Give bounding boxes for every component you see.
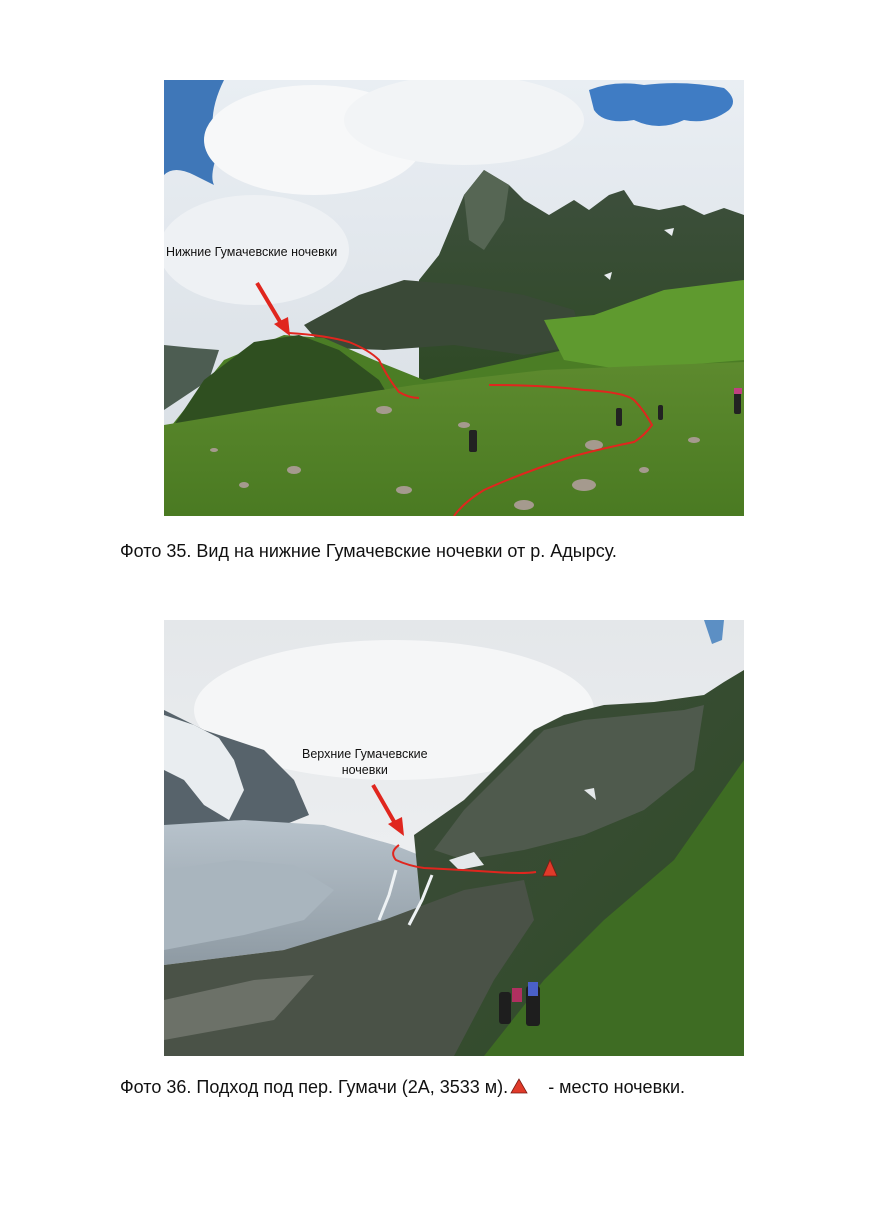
photo-36-annotation-line2: ночевки	[341, 763, 388, 777]
photo-36-caption-main: Фото 36. Подход под пер. Гумачи (2А, 3533 м).	[120, 1077, 509, 1097]
photo-35-annotation: Нижние Гумачевские ночевки	[166, 245, 338, 259]
photo-35	[164, 80, 744, 516]
photo-36-annotation-line1: Верхние Гумачевские	[302, 747, 428, 761]
photo-36-annotation	[302, 746, 428, 778]
red-triangle-icon	[510, 1078, 528, 1094]
photo-36-caption-legend: - место ночевки.	[548, 1077, 686, 1097]
photo-36-scene	[164, 620, 744, 1056]
photo-35-caption: Фото 35. Вид на нижние Гумачевские ночевки от р. Адырсу.	[120, 541, 617, 561]
photo-35-scene	[164, 80, 744, 516]
photo-36-caption	[120, 1077, 685, 1098]
photo-36	[164, 620, 744, 1056]
